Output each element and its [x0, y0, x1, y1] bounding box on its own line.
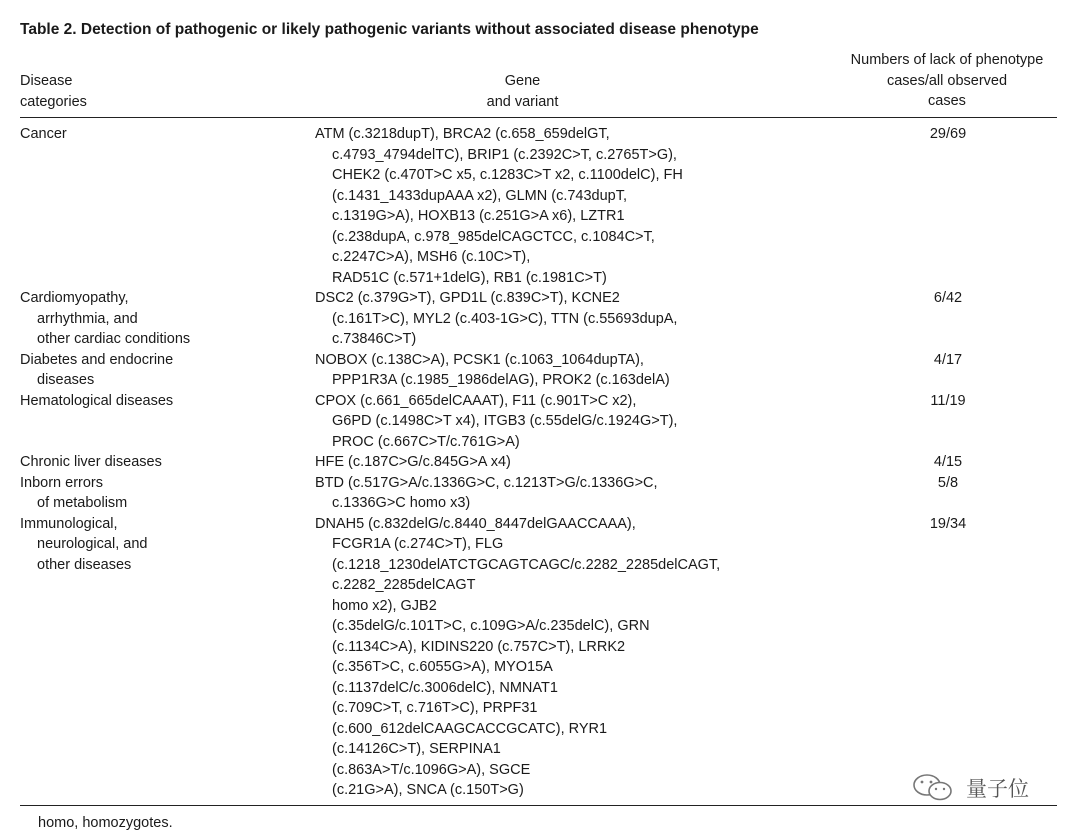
category-line: Hematological diseases [20, 392, 174, 409]
category-line: Inborn errors [20, 474, 104, 491]
case-count-cell: 29/69 [929, 126, 967, 142]
gene-line: RAD51C (c.571+1delG), RB1 (c.1981C>T) [332, 269, 607, 286]
disease-category-cell [20, 391, 173, 412]
gene-line: HFE (c.187C>G/c.845G>A x4) [315, 454, 511, 470]
header-line: cases [928, 93, 966, 109]
disease-category-cell [20, 514, 147, 576]
gene-line: c.2282_2285delCAGT [332, 577, 476, 593]
category-line: Cancer [20, 126, 67, 142]
gene-line: (c.1134C>A), KIDINS220 (c.757C>T), LRRK2 [332, 638, 626, 655]
table-row [0, 288, 1080, 350]
gene-line: (c.21G>A), SNCA (c.150T>G) [332, 782, 524, 798]
header-line: categories [20, 93, 87, 110]
gene-variant-cell [315, 391, 677, 453]
watermark-text: 量子位 [966, 778, 1029, 801]
gene-line: PPP1R3A (c.1985_1986delAG), PROK2 (c.163delA) [332, 372, 670, 388]
header-line: Numbers of lack of phenotype [850, 52, 1044, 68]
disease-category-cell [20, 473, 127, 514]
gene-line: (c.35delG/c.101T>C, c.109G>A/c.235delC), GRN [332, 618, 650, 634]
gene-variant-cell [315, 452, 511, 473]
gene-variant-cell [315, 288, 677, 350]
header-line: Disease [20, 73, 73, 89]
gene-line: NOBOX (c.138C>A), PCSK1 (c.1063_1064dupTA), [315, 351, 644, 368]
gene-variant-cell [315, 514, 720, 801]
table-row [0, 514, 1080, 801]
gene-line: homo x2), GJB2 [332, 597, 437, 614]
gene-line: CPOX (c.661_665delCAAAT), F11 (c.901T>C x2), [315, 392, 637, 409]
footnote: homo, homozygotes. [38, 815, 173, 831]
gene-variant-cell [315, 124, 683, 288]
category-line: Diabetes and endocrine [20, 351, 174, 368]
category-line: other diseases [37, 556, 132, 573]
gene-variant-cell [315, 350, 670, 391]
gene-line: c.2247C>A), MSH6 (c.10C>T), [332, 249, 531, 265]
gene-line: (c.863A>T/c.1096G>A), SGCE [332, 761, 531, 778]
gene-line: c.1336G>C homo x3) [332, 495, 471, 511]
case-count-cell: 4/17 [933, 351, 963, 368]
category-line: diseases [37, 372, 95, 388]
header-line: Gene [504, 73, 541, 89]
gene-line: (c.238dupA, c.978_985delCAGCTCC, c.1084C>T, [332, 228, 655, 245]
gene-line: c.4793_4794delTC), BRIP1 (c.2392C>T, c.2765T>G), [332, 146, 677, 163]
gene-line: DNAH5 (c.832delG/c.8440_8447delGAACCAAA), [315, 515, 636, 532]
gene-line: (c.1431_1433dupAAA x2), GLMN (c.743dupT, [332, 187, 628, 204]
gene-line: CHEK2 (c.470T>C x5, c.1283C>T x2, c.1100delC), FH [332, 167, 683, 183]
case-count-cell: 19/34 [929, 515, 967, 532]
disease-category-cell [20, 288, 190, 350]
table-title: Table 2. Detection of pathogenic or likely pathogenic variants without associated disease phenotype [20, 21, 759, 38]
header-rule [20, 117, 1057, 118]
case-count-cell: 11/19 [930, 392, 966, 409]
category-line: Cardiomyopathy, [20, 290, 129, 306]
table-row [0, 452, 1080, 473]
gene-line: DSC2 (c.379G>T), GPD1L (c.839C>T), KCNE2 [315, 290, 620, 306]
gene-line: G6PD (c.1498C>T x4), ITGB3 (c.55delG/c.1924G>T), [332, 413, 678, 429]
table-row [0, 350, 1080, 391]
gene-line: (c.356T>C, c.6055G>A), MYO15A [332, 659, 553, 675]
gene-line: (c.14126C>T), SERPINA1 [332, 741, 501, 757]
header-disease-categories [20, 71, 87, 112]
table-row [0, 124, 1080, 288]
case-count-cell: 5/8 [937, 474, 959, 491]
disease-category-cell [20, 350, 173, 391]
disease-category-cell [20, 124, 67, 145]
case-count-cell: 6/42 [933, 290, 963, 306]
category-line: Immunological, [20, 515, 118, 532]
table-row [0, 473, 1080, 514]
gene-line: ATM (c.3218dupT), BRCA2 (c.658_659delGT, [315, 126, 610, 142]
disease-category-cell [20, 452, 162, 473]
header-line: and variant [486, 93, 559, 110]
header-gene-variant [470, 71, 575, 112]
header-line: cases/all observed [886, 72, 1008, 89]
header-case-counts [828, 50, 1066, 112]
wechat-icon [905, 770, 965, 806]
case-count-cell: 4/15 [933, 454, 963, 470]
category-line: other cardiac conditions [37, 331, 191, 347]
category-line: of metabolism [37, 495, 128, 511]
gene-line: (c.1137delC/c.3006delC), NMNAT1 [332, 679, 558, 696]
category-line: arrhythmia, and [37, 310, 138, 327]
gene-line: (c.161T>C), MYL2 (c.403-1G>C), TTN (c.55693dupA, [332, 310, 678, 327]
gene-line: c.73846C>T) [332, 331, 417, 347]
gene-line: (c.709C>T, c.716T>C), PRPF31 [332, 700, 538, 716]
table-row [0, 391, 1080, 453]
gene-line: PROC (c.667C>T/c.761G>A) [332, 433, 520, 450]
gene-line: (c.600_612delCAAGCACCGCATC), RYR1 [332, 720, 608, 737]
gene-line: c.1319G>A), HOXB13 (c.251G>A x6), LZTR1 [332, 208, 625, 224]
gene-line: (c.1218_1230delATCTGCAGTCAGC/c.2282_2285delCAGT, [332, 556, 721, 573]
gene-line: FCGR1A (c.274C>T), FLG [332, 536, 504, 552]
gene-line: BTD (c.517G>A/c.1336G>C, c.1213T>G/c.1336G>C, [315, 474, 658, 491]
gene-variant-cell [315, 473, 658, 514]
category-line: neurological, and [37, 536, 148, 552]
bottom-rule [20, 805, 1057, 806]
category-line: Chronic liver diseases [20, 454, 162, 470]
